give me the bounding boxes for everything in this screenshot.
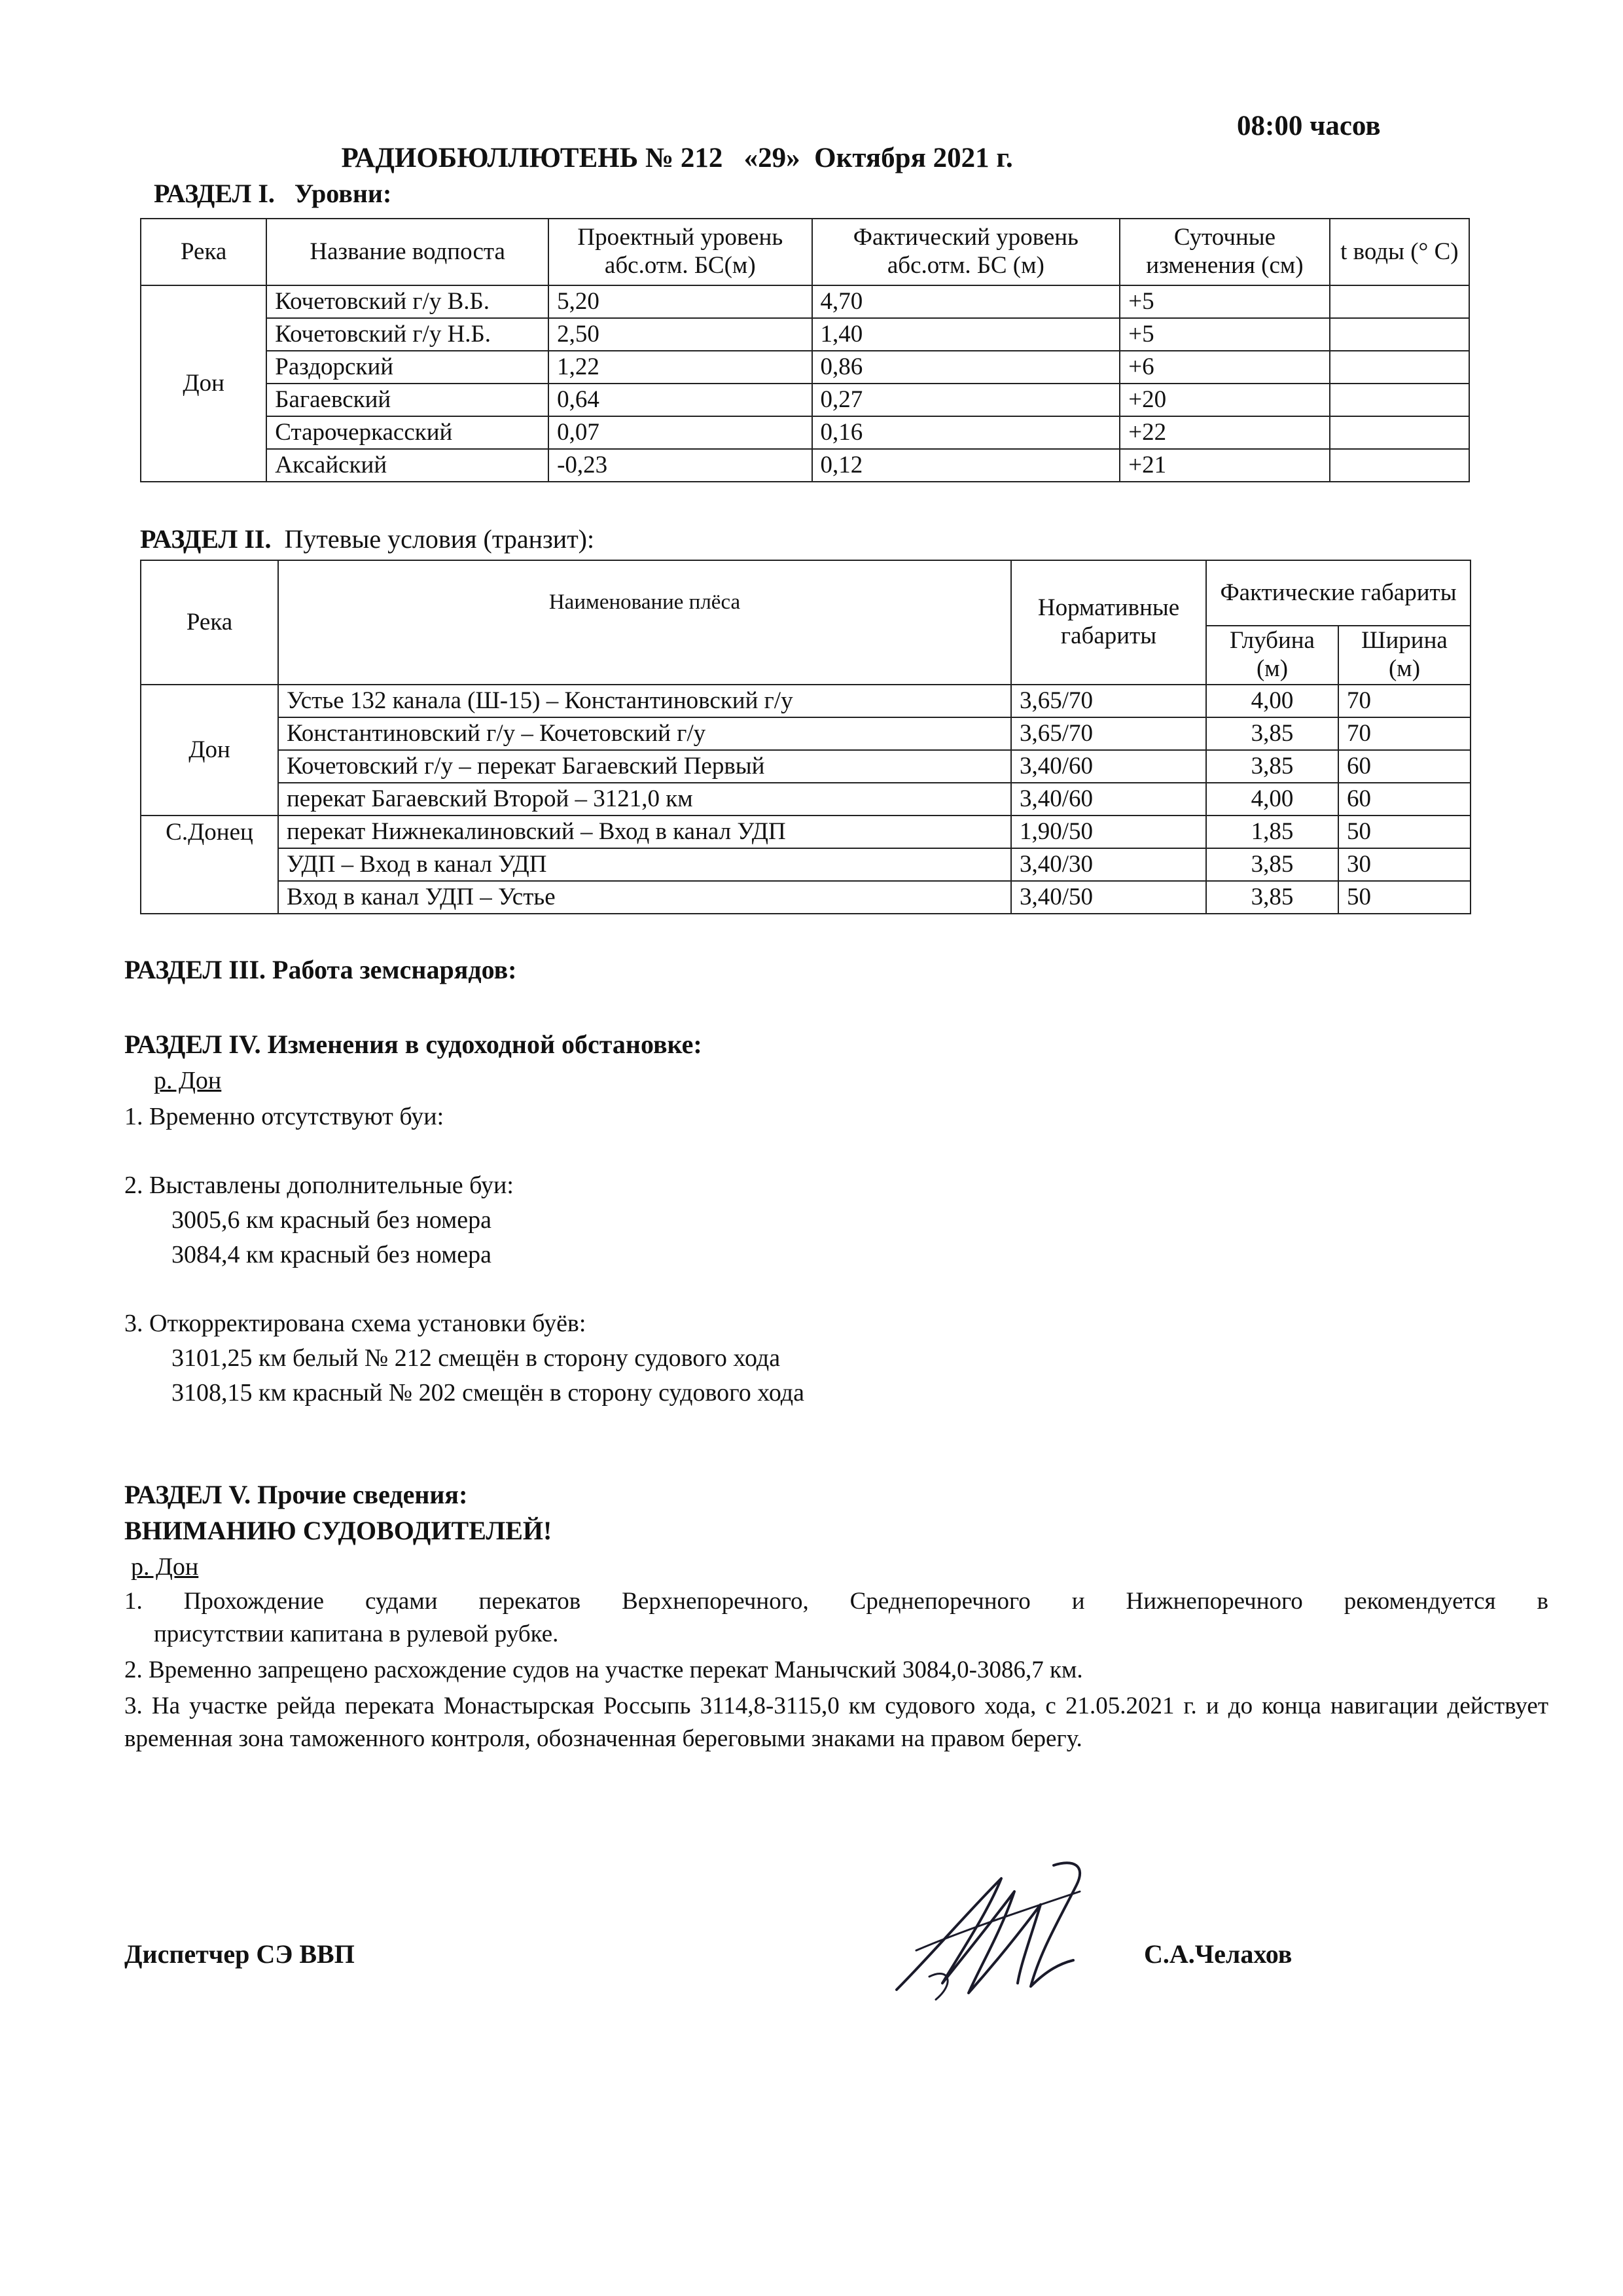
section4-item3: 3. Откорректирована схема установки буёв: (124, 1310, 586, 1337)
table-row (141, 351, 1469, 384)
width-cell: 70 (1338, 717, 1471, 750)
norm-cell: 3,40/30 (1011, 848, 1206, 881)
section4-river: р. Дон (154, 1067, 222, 1094)
header-river: Река (141, 219, 266, 285)
table-row (141, 783, 1471, 816)
reach-cell: УДП – Вход в канал УДП (278, 848, 1011, 881)
bulletin-time: 08:00 часов (1237, 111, 1381, 141)
temp-cell (1330, 384, 1469, 416)
norm-cell: 3,65/70 (1011, 717, 1206, 750)
section4-item2-line: 3084,4 км красный без номера (171, 1241, 491, 1268)
header-fact: Фактические габариты (1206, 560, 1471, 626)
section5-p3: 3. На участке рейда переката Монастырская Россыпь 3114,8-3115,0 км судового хода, с 21.05.2021 г. и до конца навигации действует временная зона таможенного контроля, обозначенная береговыми знаками на правом берегу. (124, 1693, 1548, 1752)
post-cell: Кочетовский г/у Н.Б. (266, 318, 548, 351)
change-cell: +6 (1120, 351, 1329, 384)
width-cell: 30 (1338, 848, 1471, 881)
section4-item1: 1. Временно отсутствуют буи: (124, 1103, 444, 1130)
header-project-level: Проектный уровень абс.отм. БС(м) (548, 219, 812, 285)
section1-heading (154, 178, 391, 209)
table-row (141, 816, 1471, 848)
project-cell: 2,50 (548, 318, 812, 351)
table-row (141, 384, 1469, 416)
signature-image (890, 1852, 1099, 2016)
header-norm: Нормативные габариты (1011, 560, 1206, 685)
fact-cell: 0,12 (812, 449, 1120, 482)
change-cell: +22 (1120, 416, 1329, 449)
norm-cell: 3,40/60 (1011, 783, 1206, 816)
temp-cell (1330, 318, 1469, 351)
norm-cell: 3,40/50 (1011, 881, 1206, 914)
fact-cell: 0,16 (812, 416, 1120, 449)
norm-cell: 3,65/70 (1011, 685, 1206, 717)
depth-cell: 1,85 (1206, 816, 1338, 848)
section4-heading: РАЗДЕЛ IV. Изменения в судоходной обстановке: (124, 1030, 702, 1059)
header-reach: Наименование плёса (278, 560, 1011, 685)
post-cell: Кочетовский г/у В.Б. (266, 285, 548, 318)
attention-heading: ВНИМАНИЮ СУДОВОДИТЕЛЕЙ! (124, 1516, 552, 1545)
header-river: Река (141, 560, 278, 685)
table-row (141, 881, 1471, 914)
reach-cell: Устье 132 канала (Ш-15) – Константиновский г/у (278, 685, 1011, 717)
section2-label: РАЗДЕЛ II. (140, 524, 272, 554)
header-daily-change: Суточные изменения (см) (1120, 219, 1329, 285)
section1-title: Уровни: (294, 179, 392, 208)
depth-cell: 3,85 (1206, 881, 1338, 914)
table-row (141, 848, 1471, 881)
table-row (141, 685, 1471, 717)
fact-cell: 0,27 (812, 384, 1120, 416)
section5-p2: 2. Временно запрещено расхождение судов на участке перекат Манычский 3084,0-3086,7 км. (124, 1657, 1083, 1683)
section4-item2: 2. Выставлены дополнительные буи: (124, 1172, 514, 1199)
project-cell: 0,64 (548, 384, 812, 416)
levels-table (140, 218, 1470, 482)
reach-cell: перекат Нижнекалиновский – Вход в канал УДП (278, 816, 1011, 848)
river-cell: С.Донец (141, 816, 278, 914)
header-fact-level: Фактический уровень абс.отм. БС (м) (812, 219, 1120, 285)
norm-cell: 3,40/60 (1011, 750, 1206, 783)
section4-item3-line: 3101,25 км белый № 212 смещён в сторону судового хода (171, 1344, 781, 1372)
section2-heading (140, 524, 594, 554)
table-row (141, 449, 1469, 482)
project-cell: -0,23 (548, 449, 812, 482)
temp-cell (1330, 416, 1469, 449)
transit-table (140, 560, 1471, 914)
section4-item2-line: 3005,6 км красный без номера (171, 1206, 491, 1234)
transit-header-row (141, 560, 1471, 626)
title-text: РАДИОБЮЛЛЮТЕНЬ № 212 «29» Октября 2021 г. (341, 143, 1013, 173)
depth-cell: 4,00 (1206, 685, 1338, 717)
header-post: Название водпоста (266, 219, 548, 285)
reach-cell: Вход в канал УДП – Устье (278, 881, 1011, 914)
bulletin-title (327, 110, 1381, 206)
temp-cell (1330, 285, 1469, 318)
dispatcher-name: С.А.Челахов (1144, 1939, 1293, 1969)
table-row (141, 717, 1471, 750)
depth-cell: 3,85 (1206, 750, 1338, 783)
width-cell: 60 (1338, 750, 1471, 783)
post-cell: Раздорский (266, 351, 548, 384)
fact-cell: 1,40 (812, 318, 1120, 351)
table-row (141, 750, 1471, 783)
change-cell: +21 (1120, 449, 1329, 482)
river-cell: Дон (141, 285, 266, 482)
reach-cell: Константиновский г/у – Кочетовский г/у (278, 717, 1011, 750)
section1-label: РАЗДЕЛ I. (154, 179, 275, 208)
table-row (141, 318, 1469, 351)
width-cell: 70 (1338, 685, 1471, 717)
width-cell: 50 (1338, 881, 1471, 914)
depth-cell: 3,85 (1206, 848, 1338, 881)
depth-cell: 4,00 (1206, 783, 1338, 816)
project-cell: 5,20 (548, 285, 812, 318)
temp-cell (1330, 351, 1469, 384)
dispatcher-position: Диспетчер СЭ ВВП (124, 1939, 355, 1969)
width-cell: 50 (1338, 816, 1471, 848)
width-cell: 60 (1338, 783, 1471, 816)
depth-cell: 3,85 (1206, 717, 1338, 750)
fact-cell: 4,70 (812, 285, 1120, 318)
fact-cell: 0,86 (812, 351, 1120, 384)
header-depth: Глубина (м) (1206, 626, 1338, 685)
section5-river: р. Дон (131, 1553, 199, 1581)
table-row (141, 285, 1469, 318)
change-cell: +20 (1120, 384, 1329, 416)
header-water-temp: t воды (° С) (1330, 219, 1469, 285)
section5-p1-cont: присутствии капитана в рулевой рубке. (154, 1621, 559, 1647)
section3-heading: РАЗДЕЛ III. Работа земснарядов: (124, 955, 517, 984)
reach-cell: Кочетовский г/у – перекат Багаевский Первый (278, 750, 1011, 783)
post-cell: Аксайский (266, 449, 548, 482)
norm-cell: 1,90/50 (1011, 816, 1206, 848)
reach-cell: перекат Багаевский Второй – 3121,0 км (278, 783, 1011, 816)
river-cell: Дон (141, 685, 278, 816)
temp-cell (1330, 449, 1469, 482)
change-cell: +5 (1120, 285, 1329, 318)
section5-p1: 1. Прохождение судами перекатов Верхнепоречного, Среднепоречного и Нижнепоречного рекомендуется в (124, 1588, 1548, 1615)
project-cell: 1,22 (548, 351, 812, 384)
post-cell: Багаевский (266, 384, 548, 416)
section4-item3-line: 3108,15 км красный № 202 смещён в сторону судового хода (171, 1379, 804, 1407)
levels-header-row (141, 219, 1469, 285)
section5-heading: РАЗДЕЛ V. Прочие сведения: (124, 1480, 468, 1509)
table-row (141, 416, 1469, 449)
header-width: Ширина (м) (1338, 626, 1471, 685)
project-cell: 0,07 (548, 416, 812, 449)
section2-title: Путевые условия (транзит): (284, 524, 595, 554)
post-cell: Старочеркасский (266, 416, 548, 449)
change-cell: +5 (1120, 318, 1329, 351)
